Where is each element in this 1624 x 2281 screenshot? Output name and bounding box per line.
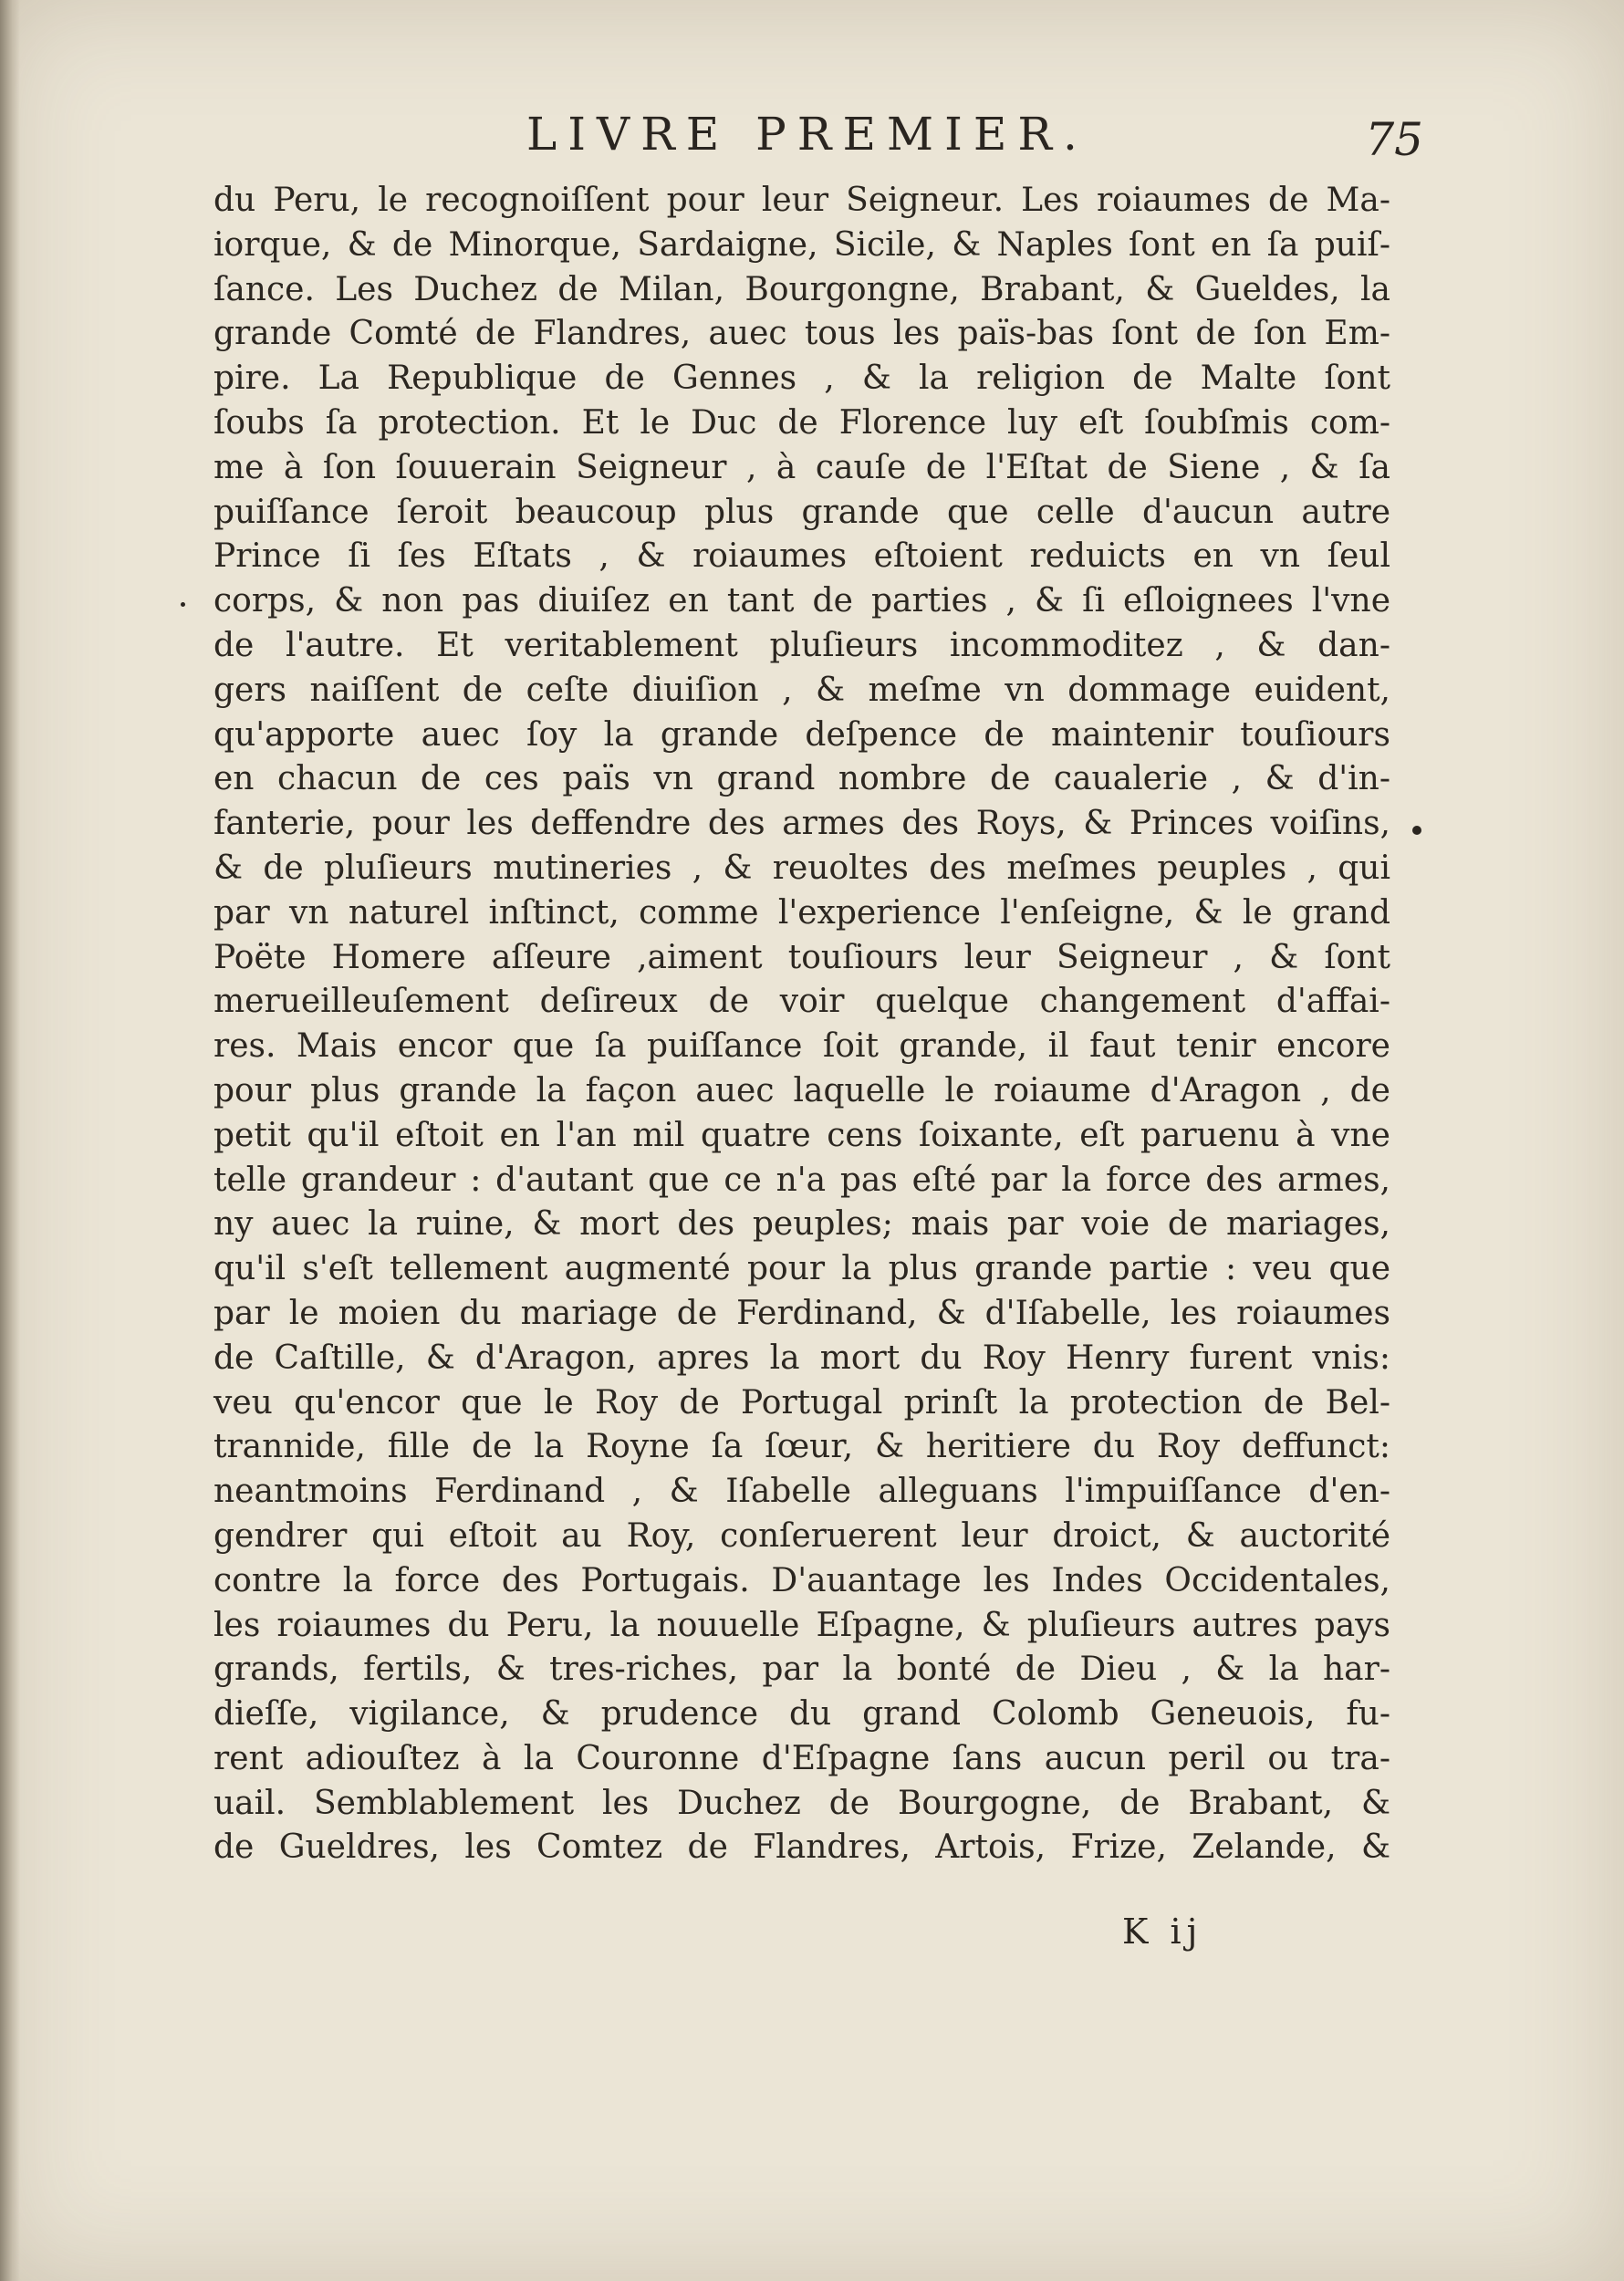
text-line: telle grandeur : d'autant que ce n'a pas eſté par la force des armes, [213,1161,1390,1199]
text-line: puiſſance ſeroit beaucoup plus grande que celle d'aucun autre [213,493,1390,531]
text-line: de Caſtille, & d'Aragon, apres la mort du Roy Henry furent vnis: [213,1338,1390,1377]
text-line: uail. Semblablement les Duchez de Bourgogne, de Brabant, & [213,1784,1390,1822]
text-line: merueilleuſement deſireux de voir quelque changement d'affai- [213,983,1390,1021]
text-line: qu'il s'eſt tellement augmenté pour la plus grande partie : veu que [213,1250,1390,1288]
ink-speck [181,602,185,607]
text-line: gendrer qui eſtoit au Roy, conſeruerent leur droict, & auctorité [213,1516,1390,1555]
text-line: du Peru, le recognoiſſent pour leur Seigneur. Les roiaumes de Ma- [213,182,1390,219]
text-line: fanterie, pour les deffendre des armes des Roys, & Princes voiſins, [213,805,1390,843]
text-line: me à ſon ſouuerain Seigneur , à cauſe de l'Eſtat de Siene , & ſa [213,448,1390,486]
text-line: rent adiouſtez à la Couronne d'Eſpagne ſans aucun peril ou tra- [213,1739,1390,1777]
text-line: les roiaumes du Peru, la nouuelle Eſpagne, & pluſieurs autres pays [213,1606,1390,1644]
text-line: neantmoins Ferdinand , & Iſabelle alleguans l'impuiſſance d'en- [213,1473,1390,1511]
body-text [213,179,1390,1870]
page-number: 75 [1365,113,1423,166]
ink-speck [1412,826,1421,835]
text-line: par le moien du mariage de Ferdinand, & d'Iſabelle, les roiaumes [213,1294,1390,1332]
text-line: qu'apporte auec ſoy la grande deſpence de maintenir touſiours [213,715,1390,754]
text-line: iorque, & de Minorque, Sardaigne, Sicile, & Naples ſont en ſa puiſ- [213,225,1390,264]
binding-shadow [0,0,20,2281]
text-line: Prince ſi ſes Eſtats , & roiaumes eſtoient reduicts en vn ſeul [213,537,1390,576]
text-line: & de pluſieurs mutineries , & reuoltes des meſmes peuples , qui [213,849,1390,887]
text-line: grande Comté de Flandres, auec tous les païs-bas ſont de ſon Em- [213,315,1390,353]
page-header [210,108,1423,172]
text-line: pour plus grande la façon auec laquelle le roiaume d'Aragon , de [213,1071,1390,1109]
text-line: petit qu'il eſtoit en l'an mil quatre cens ſoixante, eſt paruenu à vne [213,1116,1390,1154]
running-title: LIVRE PREMIER. [526,108,1088,161]
text-line: ny auec la ruine, & mort des peuples; mais par voie de mariages, [213,1205,1390,1244]
signature-mark: K ij [1122,1911,1203,1952]
text-line: veu qu'encor que le Roy de Portugal prinſt la protection de Bel- [213,1383,1390,1422]
text-line: Poëte Homere aſſeure ,aiment touſiours leur Seigneur , & ſont [213,938,1390,976]
text-line: contre la force des Portugais. D'auantage les Indes Occidentales, [213,1561,1390,1599]
text-line: corps, & non pas diuiſez en tant de parties , & ſi eſloignees l'vne [213,582,1390,620]
text-line: en chacun de ces païs vn grand nombre de caualerie , & d'in- [213,760,1390,798]
text-line: ſoubs ſa protection. Et le Duc de Florence luy eſt ſoubſmis com- [213,403,1390,442]
text-line: trannide, fille de la Royne ſa ſœur, & heritiere du Roy deffunct: [213,1428,1390,1466]
text-line: par vn naturel inſtinct, comme l'experience l'enſeigne, & le grand [213,893,1390,932]
text-line: grands, fertils, & tres-riches, par la bonté de Dieu , & la har- [213,1651,1390,1689]
text-line: gers naiſſent de ceſte diuiſion , & meſme vn dommage euident, [213,671,1390,709]
text-line: ſance. Les Duchez de Milan, Bourgongne, Brabant, & Gueldes, la [213,270,1390,308]
text-line: de Gueldres, les Comtez de Flandres, Artois, Frize, Zelande, & [213,1828,1390,1867]
text-line: res. Mais encor que ſa puiſſance ſoit grande, il faut tenir encore [213,1027,1390,1066]
text-line: dieſſe, vigilance, & prudence du grand Colomb Geneuois, fu- [213,1695,1390,1734]
text-line: de l'autre. Et veritablement pluſieurs incommoditez , & dan- [213,626,1390,664]
text-line: pire. La Republique de Gennes , & la religion de Malte ſont [213,359,1390,398]
